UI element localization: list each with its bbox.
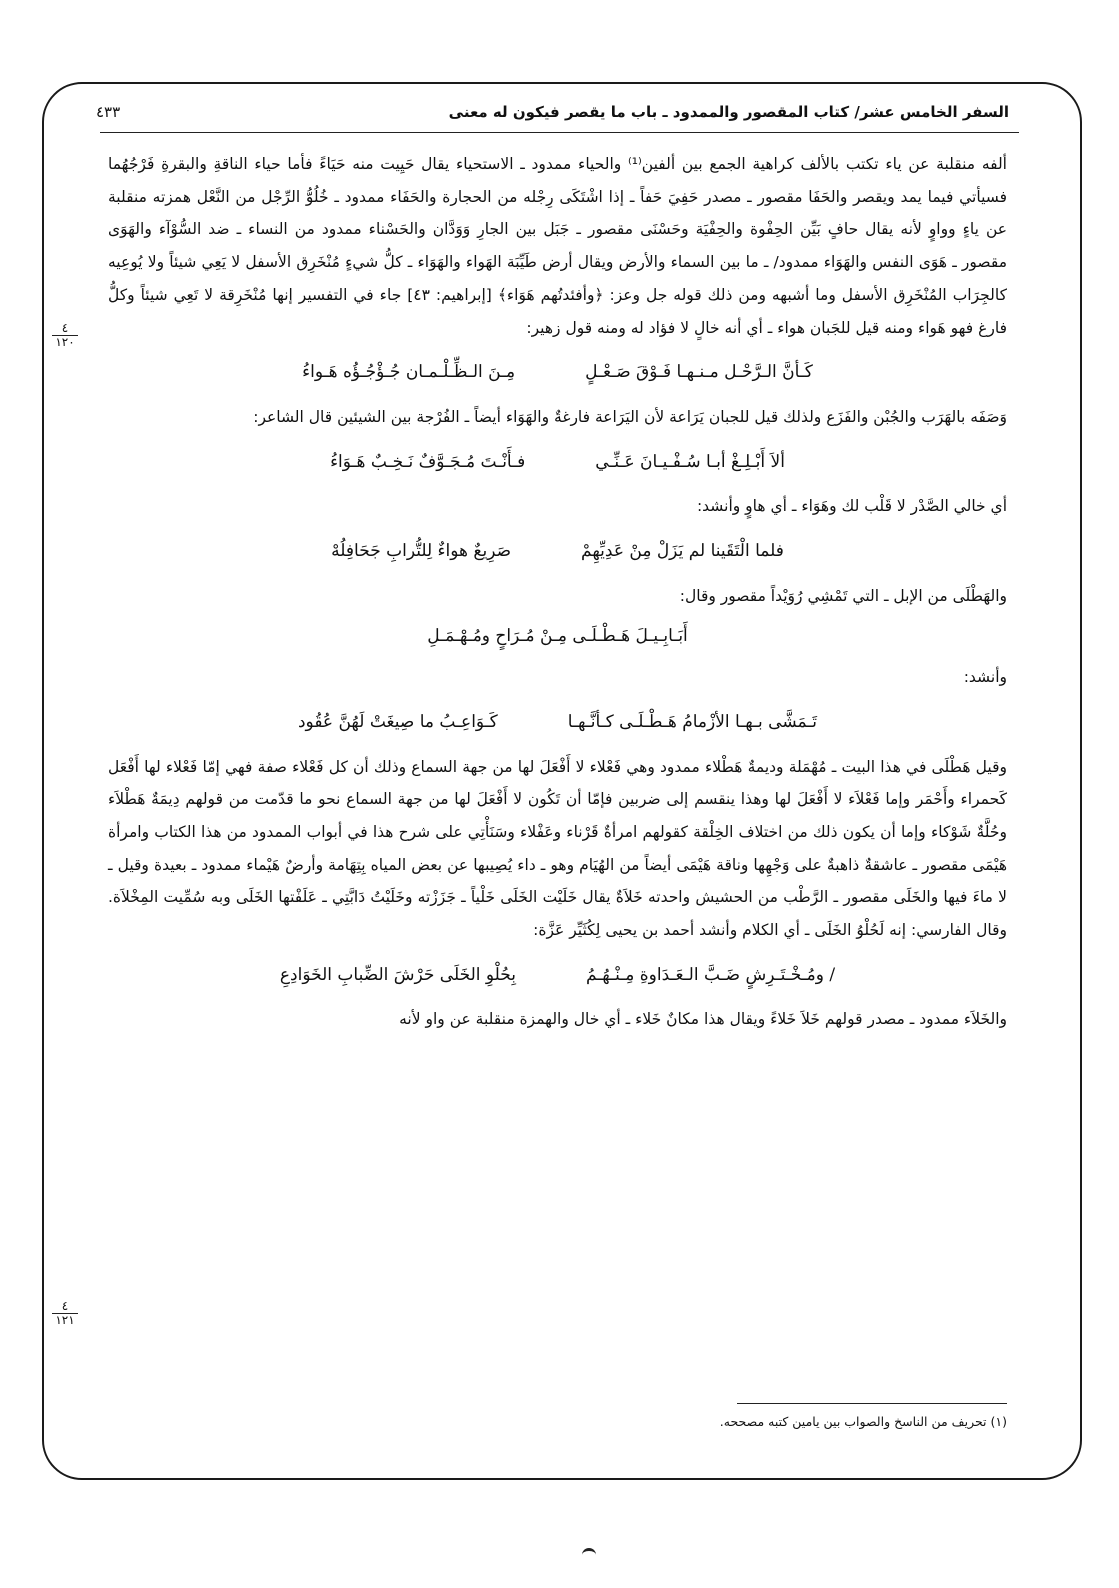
paragraph: والهَطْلَى من الإبل ـ التي تَمْشِي رُوَيْداً مقصور وقال: [679, 586, 1007, 605]
margin-reference: ٤ ١٢٠ [52, 322, 78, 349]
bottom-mark [582, 1548, 596, 1561]
paragraph: ألفه منقلبة عن ياء تكتب بالألف كراهية الجمع بين ألفين⁽¹⁾ والحياء ممدود ـ الاستحياء يقال حَيِيت منه حَيَاءً فأما حياء الناقةِ والبقرةِ فَرْجُهُما فسيأتي فيما يمد ويقصر والحَفَا مقصور ـ مصدر حَفِيَ حَفاً ـ إذا اشْتَكَى رِجْله من الحجارة والحَفَاء ممدود ـ خُلُوُّ الرِّجْل من النَّعْل همزته منقلبة عن ياءٍ وواوٍ لأنه يقال حافٍ بَيِّن الحِفْوة والحِفْيَة وحَسْنَى مقصور ـ جَبَل بين الجارِ وَوَدَّان والحَسْناء ممدود من النساء ـ ضد السُّوْآء والهَوَى مقصور ـ هَوَى النفس والهَوَاء ممدود/ ـ ما بين السماء والأرض ويقال أرض طَيِّبَة الهَواء والهَوَاء ـ كلُّ شيءٍ مُنْخَرِق الأسفل لا يَعِي شيئاً ولا يُوعِيه كالجِرَاب المُنْخَرِق الأسفل وما أشبهه ومن ذلك قوله جل وعز: ﴿وأفئدتُهم هَوَاء﴾ [إبراهيم: ٤٣] جاء في التفسير إنها مُنْخَرِقة لا تَعِي شيئاً وكلُّ فارغ فهو هَواء ومنه قيل للجَبان هواء ـ أي أنه خالٍ لا فؤاد له ومنه قول زهير: [108, 155, 1007, 337]
verse-hemistich: صَرِيعٌ هواءٌ لِلتُّرابِ جَحَافِلُهْ [331, 541, 512, 562]
verse [108, 706, 1007, 739]
verse [108, 959, 1007, 992]
verse-hemistich: أَبَـابِـيـلَ هَـطْـلَـى مِـنْ مُـرَاحٍ ومُـهْـمَـلِ [427, 626, 688, 647]
page-number: ٤٣٣ [96, 103, 121, 121]
verse-hemistich: ألاَ أَبْـلِـغْ أبـا سُـفْـيـانَ عَـنِّـي [595, 451, 785, 472]
running-title: السفر الخامس عشر/ كتاب المقصور والممدود ـ باب ما يقصر فيكون له معنى [448, 103, 1009, 121]
paragraph: والخَلاَء ممدود ـ مصدر قولهم خَلاَ خَلاءً ويقال هذا مكانٌ خَلاء ـ أي خال والهمزة منقلبة عن واو لأنه [399, 1010, 1007, 1029]
paragraph: وأنشد: [963, 668, 1007, 687]
verse [108, 535, 1007, 568]
verse-hemistich: كَـوَاعِـبُ ما صِيغَتْ لَهُنَّ عُقُود [297, 711, 498, 732]
paragraph: وَصَفَه بالهَرَب والجُبْن والفَزَع ولذلك قيل للجبان يَرَاعة لأن اليَرَاعة فارغةٌ والهَوَاء أيضاً ـ الفُرْجة بين الشيئين قال الشاعر: [253, 407, 1007, 426]
page-header [96, 94, 1009, 130]
footnote: (١) تحريف من الناسخ والصواب بين يامين كتبه مصححه. [719, 1414, 1007, 1429]
verse [108, 446, 1007, 479]
verse-hemistich: مِـنَ الـظِّـلْـمـان جُـؤْجُـؤُه هَـواءُ [302, 362, 516, 383]
margin-reference: ٤ ١٢١ [52, 1300, 78, 1327]
verse-hemistich: تَـمَشَّى بـهـا الأزْمامُ هَـطْـلَـى كـأنَّـهـا [567, 711, 818, 732]
verse-hemistich: / ومُـخْـتَـرِشٍ ضَـبَّ الـعَـدَاوةِ مِـنْـهُـمُ [586, 964, 836, 985]
verse-hemistich: فلما الْتَقَينا لم يَزَلْ مِنْ عَدِيِّهِمْ [581, 541, 784, 562]
footnote-rule [737, 1403, 1007, 1404]
verse-hemistich: كَـأنَّ الـرَّحْـل مـنـهـا فَـوْقَ صَـعْـلٍ [585, 362, 813, 383]
verse [108, 356, 1007, 389]
verse [108, 620, 1007, 653]
paragraph: وقيل هَطْلَى في هذا البيت ـ مُهْمَلة وديمةٌ هَطْلاء ممدود وهي فَعْلاء لا أَفْعَلَ لها من جهة السماع وذلك أن كل فَعْلاء صفة فهي إمّا فَعْلاء لها أَفْعَل كَحمراء وأَحْمَر وإما فَعْلاَء لا أَفْعَلَ لها وهذا ينقسم إلى ضربين فإمّا أن تَكُون لا أَفْعَلَ لها من جهة السماع نحو ما قدّمت من قولهم دِيمَةٌ هَطْلاَء وحُلَّةٌ شَوْكاء وإما أن يكون ذلك من اختلاف الخِلْقة كقولهم امرأةٌ قَرْناء وعَفْلاء وسَنَأْتِي على شرح هذا في أبواب الممدود من هذا الكتاب وامرأة هَيْمَى مقصور ـ عاشقةٌ ذاهبةٌ على وَجْهِها وناقة هَيْمَى أيضاً من الهُيَام وهو ـ داء يُصِيبها عن بعض المياه بِتِهَامة وأرضٌ هَيْماء ممدود ـ بعيدة وقيل ـ لا ماءَ فيها والخَلَى مقصور ـ الرَّطْب من الحشيش واحدته خَلاَةٌ يقال خَلَيْت الخَلَى خَلْياً ـ جَزَزْته وخَلَيْتُ دَابَّتِي ـ عَلَفْتها الخَلَى وبه سُمِّيت المِخْلاَة. وقال الفارسي: إنه لَحُلْوُ الخَلَى ـ أي الكلام وأنشد أحمد بن يحيى لِكُثَيِّر عَزَّة: [108, 757, 1007, 940]
verse-hemistich: بِحُلْوِ الخَلَى حَرْشَ الضِّبابِ الخَوَادِعِ [279, 964, 516, 985]
paragraph: أي خالي الصَّدْر لا قَلْب لك وهَوَاء ـ أي هاوٍ وأنشد: [696, 497, 1007, 516]
header-rule [100, 132, 1019, 133]
main-text [108, 148, 1007, 1448]
verse-hemistich: فـأَنْـتَ مُـجَـوَّفٌ نَـخِـبٌ هَـوَاءُ [330, 451, 526, 472]
